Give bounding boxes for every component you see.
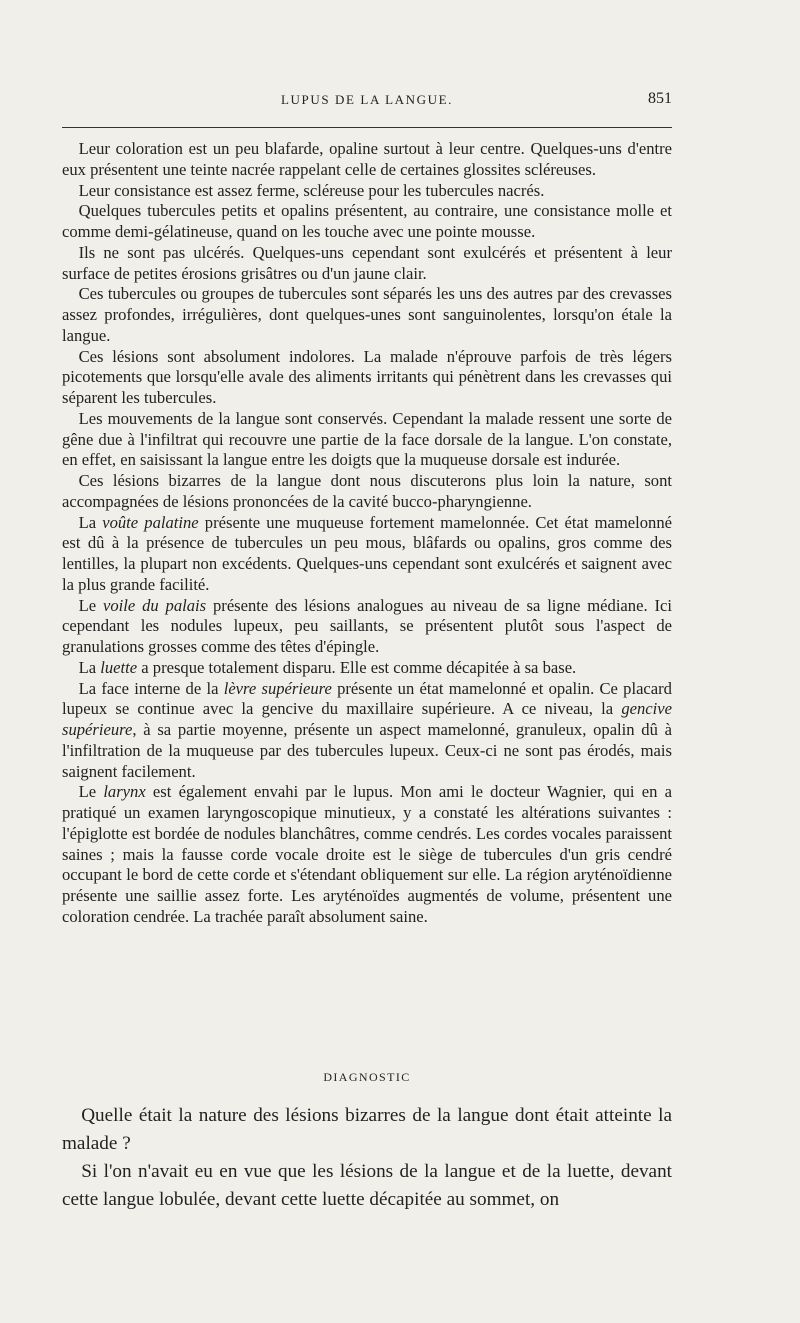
text-run: Ces lésions sont absolument indolores. La malade n'éprouve parfois de très légers picotements que lorsqu'elle avale des aliments irritants qui pénètrent dans les crevasses qui séparent les tubercules.	[62, 346, 672, 407]
paragraph	[62, 139, 672, 181]
running-head	[62, 90, 672, 112]
text-run: est également envahi par le lupus. Mon ami le docteur Wagnier, qui en a pratiqué un examen laryngoscopique minutieux, y a constaté les altérations suivantes : l'épiglotte est bordée de nodules blanchâtres, comme cendrés. Les cordes vocales paraissent saines ; mais la fausse corde vocale droite est le siège de tubercules d'un gris cendré occupant le bord de cette corde et s'étendant obliquement sur elle. La région aryténoïdienne présente une saillie assez forte. Les aryténoïdes augmentés de volume, présentent une coloration cendrée. La trachée paraît absolument saine.	[62, 782, 672, 926]
italic-term: lèvre supérieure	[223, 678, 332, 698]
text-run: présente une muqueuse fortement mamelonnée. Cet état mamelonné est dû à la présence de tubercules un peu mous, blâfards ou opalins, gros comme des lentilles, la plupart non excédents. Quelques-uns cependant sont exulcérés et saignent avec la plus grande facilité.	[62, 512, 673, 594]
text-run: La	[78, 657, 101, 677]
text-run: Si l'on n'avait eu en vue que les lésions de la langue et de la luette, devant cette langue lobulée, devant cette luette décapitée au sommet, on	[62, 1161, 672, 1210]
paragraph	[62, 782, 672, 927]
text-run: Les mouvements de la langue sont conservés. Cependant la malade ressent une sorte de gêne due à l'infiltrat qui recouvre une partie de la face dorsale de la langue. L'on constate, en effet, en saisissant la langue entre les doigts que la muqueuse dorsale est indurée.	[62, 408, 672, 470]
paragraph	[62, 1158, 672, 1214]
italic-term: voûte palatine	[102, 512, 199, 532]
text-run: Quelques tubercules petits et opalins présentent, au contraire, une consistance molle et comme demi-gélatineuse, quand on les touche avec une pointe mousse.	[62, 201, 672, 241]
text-run: présente des lésions analogues au niveau de sa ligne médiane. Ici cependant les nodules lupeux, peu saillants, se présentent plutôt sous l'aspect de granulations grosses comme des têtes d'épingle.	[62, 595, 672, 656]
paragraph	[62, 409, 672, 471]
page-number: 851	[648, 90, 672, 107]
paragraph	[62, 181, 672, 202]
paragraph	[62, 658, 672, 679]
paragraph	[62, 243, 672, 285]
text-run: Ils ne sont pas ulcérés. Quelques-uns cependant sont exulcérés et présentent à leur surface de petites érosions grisâtres ou d'un jaune clair.	[62, 242, 672, 283]
text-run: Ces tubercules ou groupes de tubercules sont séparés les uns des autres par des crevasses assez profondes, irrégulières, dont quelques-unes sont sanguinolentes, lorsqu'on étale la langue.	[62, 284, 672, 345]
paragraph	[62, 679, 672, 783]
text-run: Quelle était la nature des lésions bizarres de la langue dont était atteinte la malade ?	[62, 1105, 672, 1154]
text-run: Le	[78, 595, 103, 615]
paragraph	[62, 596, 672, 658]
text-run: Leur coloration est un peu blafarde, opaline surtout à leur centre. Quelques-uns d'entre eux présentent une teinte nacrée rappelant celle de certaines glossites scléreuses.	[62, 139, 672, 179]
italic-term: larynx	[103, 782, 146, 802]
header-rule	[62, 127, 672, 128]
italic-term: luette	[100, 657, 138, 677]
paragraph	[62, 471, 672, 513]
text-run: présente un état mamelonné et opalin. Ce placard lupeux se continue avec la gencive du maxillaire supérieure. A ce niveau, la	[62, 678, 672, 719]
body-text	[62, 139, 672, 928]
italic-term: voile du palais	[102, 595, 207, 615]
text-run: La	[78, 512, 103, 532]
text-run: Ces lésions bizarres de la langue dont nous discuterons plus loin la nature, sont accompagnées de lésions prononcées de la cavité bucco-pharyngienne.	[62, 471, 672, 511]
italic-term: gencive supérieure	[62, 699, 672, 739]
paragraph	[62, 201, 672, 243]
running-title: LUPUS DE LA LANGUE.	[281, 92, 453, 107]
text-run: La face interne de la	[78, 678, 224, 698]
paragraph	[62, 513, 672, 596]
paragraph	[62, 1102, 672, 1158]
section-heading: DIAGNOSTIC	[323, 1070, 411, 1084]
diagnostic-text	[62, 1102, 672, 1214]
paragraph	[62, 284, 672, 346]
text-run: a presque totalement disparu. Elle est comme décapitée à sa base.	[137, 657, 577, 677]
text-run: Le	[78, 782, 104, 802]
text-run: , à sa partie moyenne, présente un aspect mamelonné, granuleux, opalin dû à l'infiltration de la muqueuse par des tubercules lupeux. Ceux-ci ne sont pas érodés, mais saignent facilement.	[62, 720, 672, 781]
text-run: Leur consistance est assez ferme, scléreuse pour les tubercules nacrés.	[78, 180, 545, 200]
paragraph	[62, 347, 672, 409]
